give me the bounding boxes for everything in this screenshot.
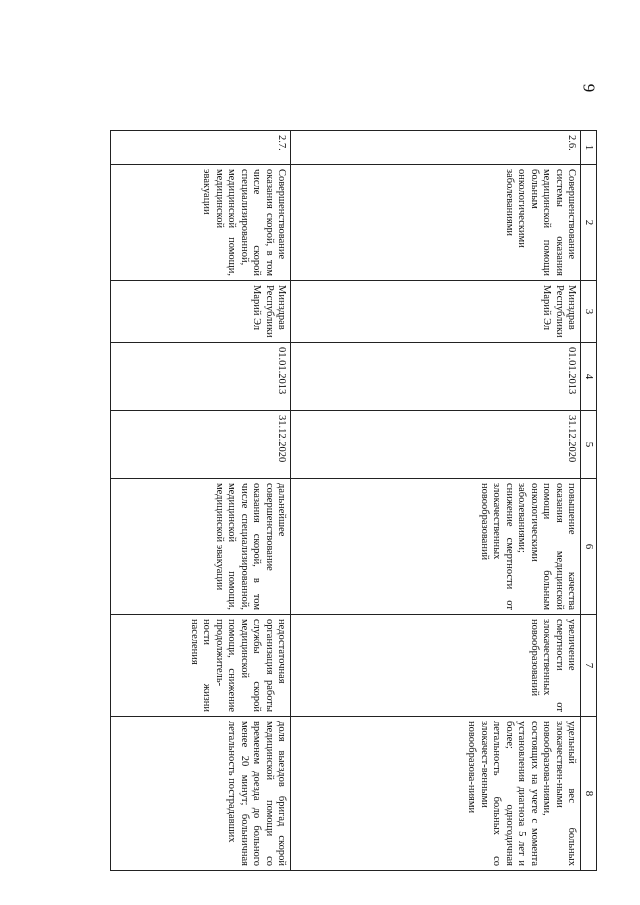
page-number: 9	[579, 83, 599, 93]
end-date: 31.12.2020	[111, 411, 291, 479]
expected-result: повышение качества оказания медицинской помощи больным онкологическими заболеваниями; снижение смертности от злокачественных новообразований	[291, 479, 581, 615]
expected-result: дальнейшее совершенствование оказания скорой, в том числе специализированной, медицинской помощи, медицинской эвакуации	[111, 479, 291, 615]
header-row	[581, 131, 597, 871]
row-number: 2.6.	[291, 131, 581, 165]
non-implementation-consequence: увеличение смертности от злокачественных новообразований	[291, 615, 581, 717]
col-header-7: 7	[581, 615, 597, 717]
start-date: 01.01.2013	[111, 343, 291, 411]
non-implementation-consequence: недостаточная организация работы службы скорой медицинской помощи, снижение продолжитель-ности жизни населения	[111, 615, 291, 717]
rotated-table-sheet	[119, 130, 597, 870]
executor: Минздрав Республики Марий Эл	[291, 281, 581, 343]
col-header-5: 5	[581, 411, 597, 479]
measures-table	[111, 130, 598, 871]
related-indicator: доля выездов бригад скорой медицинской помощи со временем доезда до больного менее 20 минут; больничная летальность пострадавших	[111, 717, 291, 871]
measure-name: Совершенствование оказания скорой, в том числе скорой специализированной, медицинской помощи, медицинской эвакуации	[111, 165, 291, 281]
col-header-1: 1	[581, 131, 597, 165]
table-row	[291, 131, 581, 871]
measure-name: Совершенствование системы оказания медицинской помощи больным онкологическими заболеваниями	[291, 165, 581, 281]
col-header-3: 3	[581, 281, 597, 343]
related-indicator: удельный вес больных злокачествен-ными новообразова-ниями, состоящих на учете с момента установления диагноза 5 лет и более; одногодичная летальность больных со злокачест-венными новообразова-ниями	[291, 717, 581, 871]
end-date: 31.12.2020	[291, 411, 581, 479]
col-header-2: 2	[581, 165, 597, 281]
col-header-6: 6	[581, 479, 597, 615]
start-date: 01.01.2013	[291, 343, 581, 411]
table-row	[111, 131, 291, 871]
col-header-8: 8	[581, 717, 597, 871]
executor: Минздрав Республики Марий Эл	[111, 281, 291, 343]
col-header-4: 4	[581, 343, 597, 411]
row-number: 2.7.	[111, 131, 291, 165]
